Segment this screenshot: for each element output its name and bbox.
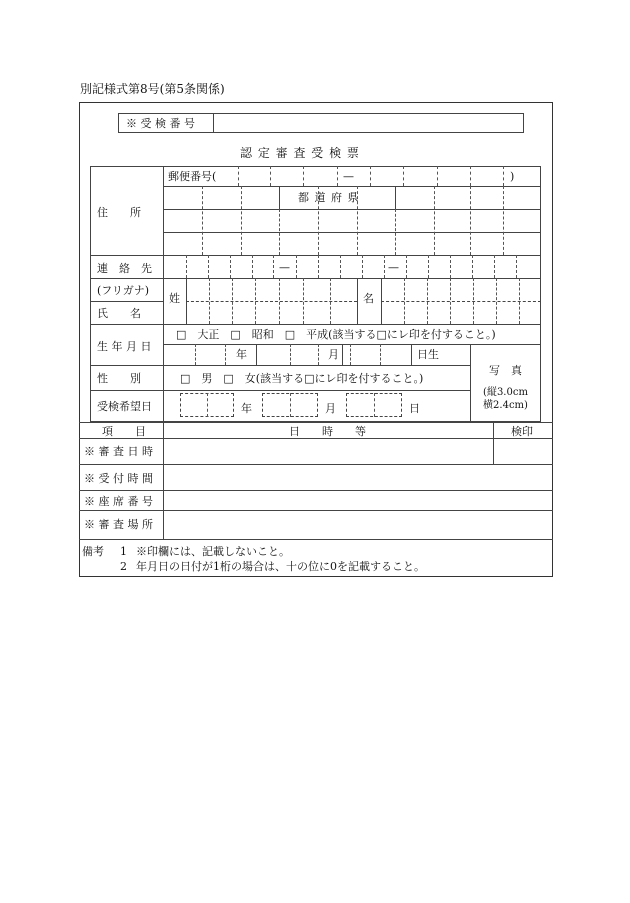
table-row-review-datetime: ※ 審 査 日 時	[84, 445, 153, 458]
postal-close: )	[510, 170, 515, 183]
exam-number-input[interactable]	[214, 114, 523, 132]
address-input[interactable]	[164, 187, 540, 254]
gender-label: 性 別	[97, 372, 141, 385]
desired-date-label: 受検希望日	[97, 400, 152, 413]
table-row-reception-time: ※ 受 付 時 間	[84, 472, 153, 485]
note-1-number: 1	[120, 545, 127, 558]
desired-day-label: 日	[409, 402, 420, 415]
contact-input[interactable]	[164, 256, 540, 277]
photo-box	[471, 364, 540, 412]
given-name-label: 名	[363, 292, 374, 305]
photo-size-2: 横2.4cm)	[483, 400, 528, 411]
birth-month-label: 月	[328, 348, 339, 361]
item-header: 項 目	[102, 425, 146, 438]
prefecture-label: 都 道 府 県	[298, 191, 360, 204]
postal-dash: —	[343, 170, 354, 183]
birth-year-label: 年	[236, 348, 247, 361]
given-name-input[interactable]	[382, 279, 540, 323]
table-row-review-location: ※ 審 査 場 所	[84, 518, 153, 531]
form-header: 別記様式第8号(第5条関係)	[80, 82, 225, 96]
table-row-seat-number: ※ 座 席 番 号	[84, 495, 153, 508]
note-2-number: 2	[120, 560, 127, 573]
contact-label: 連 絡 先	[97, 262, 152, 275]
reception-time-field	[164, 465, 552, 490]
surname-label: 姓	[169, 292, 180, 305]
birth-date-input[interactable]	[164, 345, 469, 364]
note-2-text: 年月日の日付が1桁の場合は、十の位に0を記載すること。	[136, 560, 425, 573]
seat-number-field	[164, 491, 552, 510]
birth-date-label: 生 年 月 日	[97, 340, 152, 353]
form-title: 認 定 審 査 受 検 票	[240, 146, 360, 160]
datetime-header: 日 時 等	[289, 425, 366, 438]
postal-code-input[interactable]	[234, 167, 506, 185]
review-datetime-field	[164, 439, 492, 464]
photo-size-1: (縦3.0cm	[483, 387, 528, 398]
birth-day-label: 日生	[417, 348, 439, 361]
desired-year-label: 年	[241, 402, 252, 415]
desired-month-label: 月	[325, 402, 336, 415]
era-options[interactable]: □ 大正 □ 昭和 □ 平成(該当する□にレ印を付すること。)	[176, 328, 496, 341]
notes-label: 備考	[82, 545, 104, 558]
name-label: 氏 名	[97, 307, 141, 320]
seal-header: 検印	[511, 425, 533, 438]
address-label: 住 所	[97, 206, 141, 219]
review-location-field	[164, 511, 552, 538]
postal-label: 郵便番号(	[168, 170, 217, 183]
photo-title: 写 真	[489, 364, 522, 377]
furigana-label: (フリガナ)	[97, 284, 150, 297]
contact-dash-2: —	[388, 261, 399, 274]
contact-dash-1: —	[279, 261, 290, 274]
note-1-text: ※印欄には、記載しないこと。	[136, 545, 290, 558]
seal-field	[494, 439, 552, 464]
surname-input[interactable]	[187, 279, 356, 323]
exam-number-label: ※ 受 検 番 号	[126, 117, 195, 130]
gender-options[interactable]: □ 男 □ 女(該当する□にレ印を付すること。)	[180, 372, 424, 385]
desired-date-input[interactable]	[180, 393, 402, 417]
